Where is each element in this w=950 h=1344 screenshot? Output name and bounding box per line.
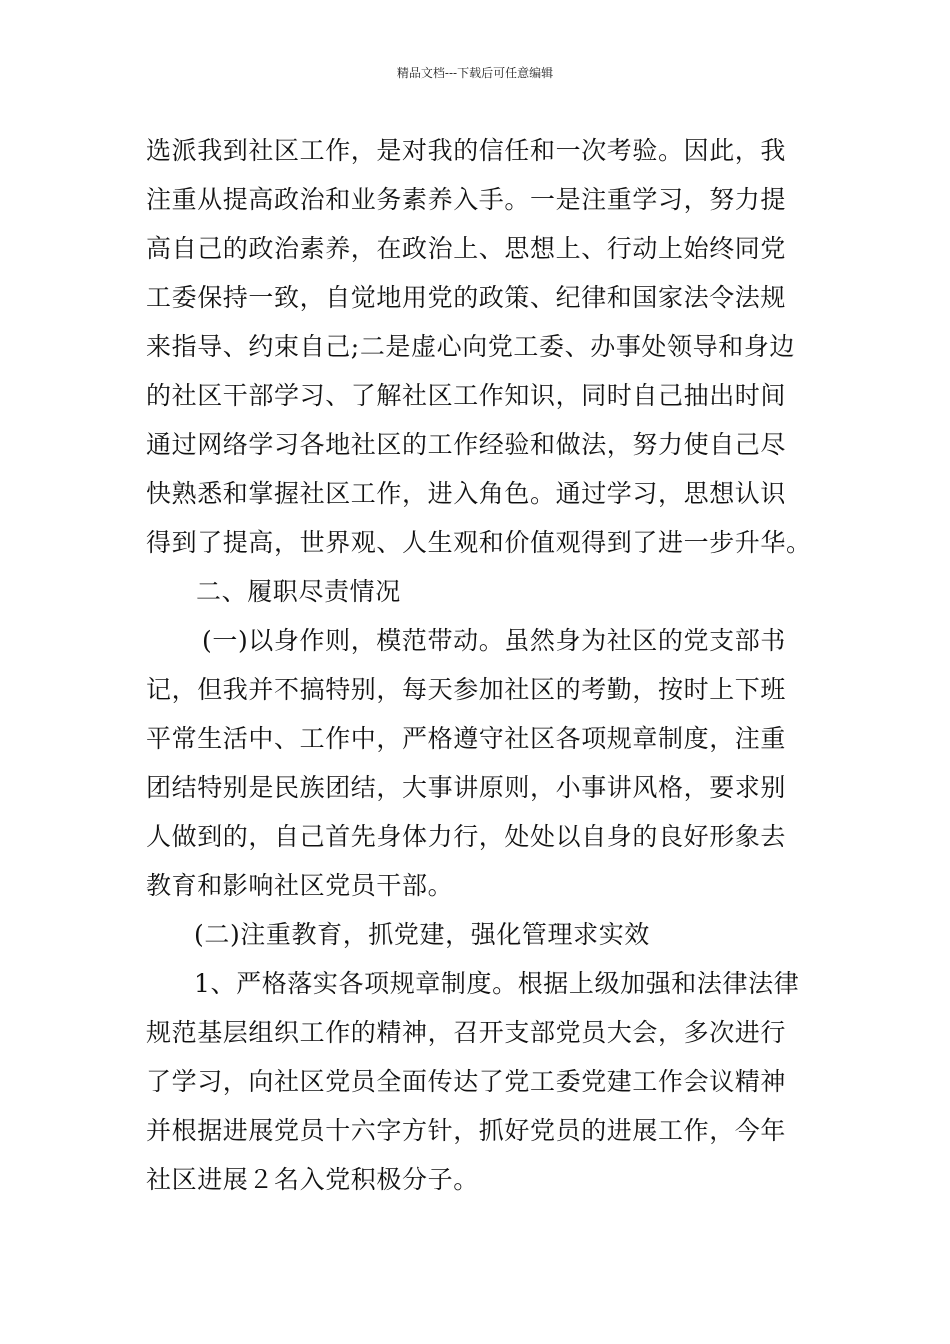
paragraph-line: (一)以身作则，模范带动。虽然身为社区的党支部书 <box>202 626 786 655</box>
section-heading: 二、履职尽责情况 <box>196 577 401 606</box>
paragraph-line: 通过网络学习各地社区的工作经验和做法，努力使自己尽 <box>146 430 787 459</box>
paragraph-line: 得到了提高，世界观、人生观和价值观得到了进一步升华。 <box>146 528 812 557</box>
paragraph-line: 团结特别是民族团结，大事讲原则，小事讲风格，要求别 <box>146 773 787 802</box>
paragraph-line: 人做到的，自己首先身体力行，处处以自身的良好形象去 <box>146 822 787 851</box>
paragraph-line: 1、严格落实各项规章制度。根据上级加强和法律法律 <box>194 969 800 998</box>
paragraph-line: 选派我到社区工作，是对我的信任和一次考验。因此，我 <box>146 136 787 165</box>
paragraph-line: 教育和影响社区党员干部。 <box>146 871 454 900</box>
paragraph-line: 规范基层组织工作的精神，召开支部党员大会，多次进行 <box>146 1018 787 1047</box>
subsection-heading: (二)注重教育，抓党建，强化管理求实效 <box>194 920 650 949</box>
document-body <box>146 126 812 1204</box>
paragraph-line: 来指导、约束自己;二是虚心向党工委、办事处领导和身边 <box>146 332 796 361</box>
paragraph-line: 社区进展２名入党积极分子。 <box>146 1165 479 1194</box>
page-header: 精品文档---下载后可任意编辑 <box>396 66 554 80</box>
paragraph-line: 了学习，向社区党员全面传达了党工委党建工作会议精神 <box>146 1067 787 1096</box>
paragraph-line: 并根据进展党员十六字方针，抓好党员的进展工作，今年 <box>146 1116 787 1145</box>
paragraph-line: 记，但我并不搞特别，每天参加社区的考勤，按时上下班 <box>146 675 787 704</box>
paragraph-line: 的社区干部学习、了解社区工作知识，同时自己抽出时间 <box>146 381 787 410</box>
paragraph-line: 注重从提高政治和业务素养入手。一是注重学习，努力提 <box>146 185 787 214</box>
paragraph-line: 工委保持一致，自觉地用党的政策、纪律和国家法令法规 <box>146 283 787 312</box>
paragraph-line: 快熟悉和掌握社区工作，进入角色。通过学习，思想认识 <box>146 479 787 508</box>
paragraph-line: 高自己的政治素养，在政治上、思想上、行动上始终同党 <box>146 234 787 263</box>
paragraph-line: 平常生活中、工作中，严格遵守社区各项规章制度，注重 <box>146 724 787 753</box>
